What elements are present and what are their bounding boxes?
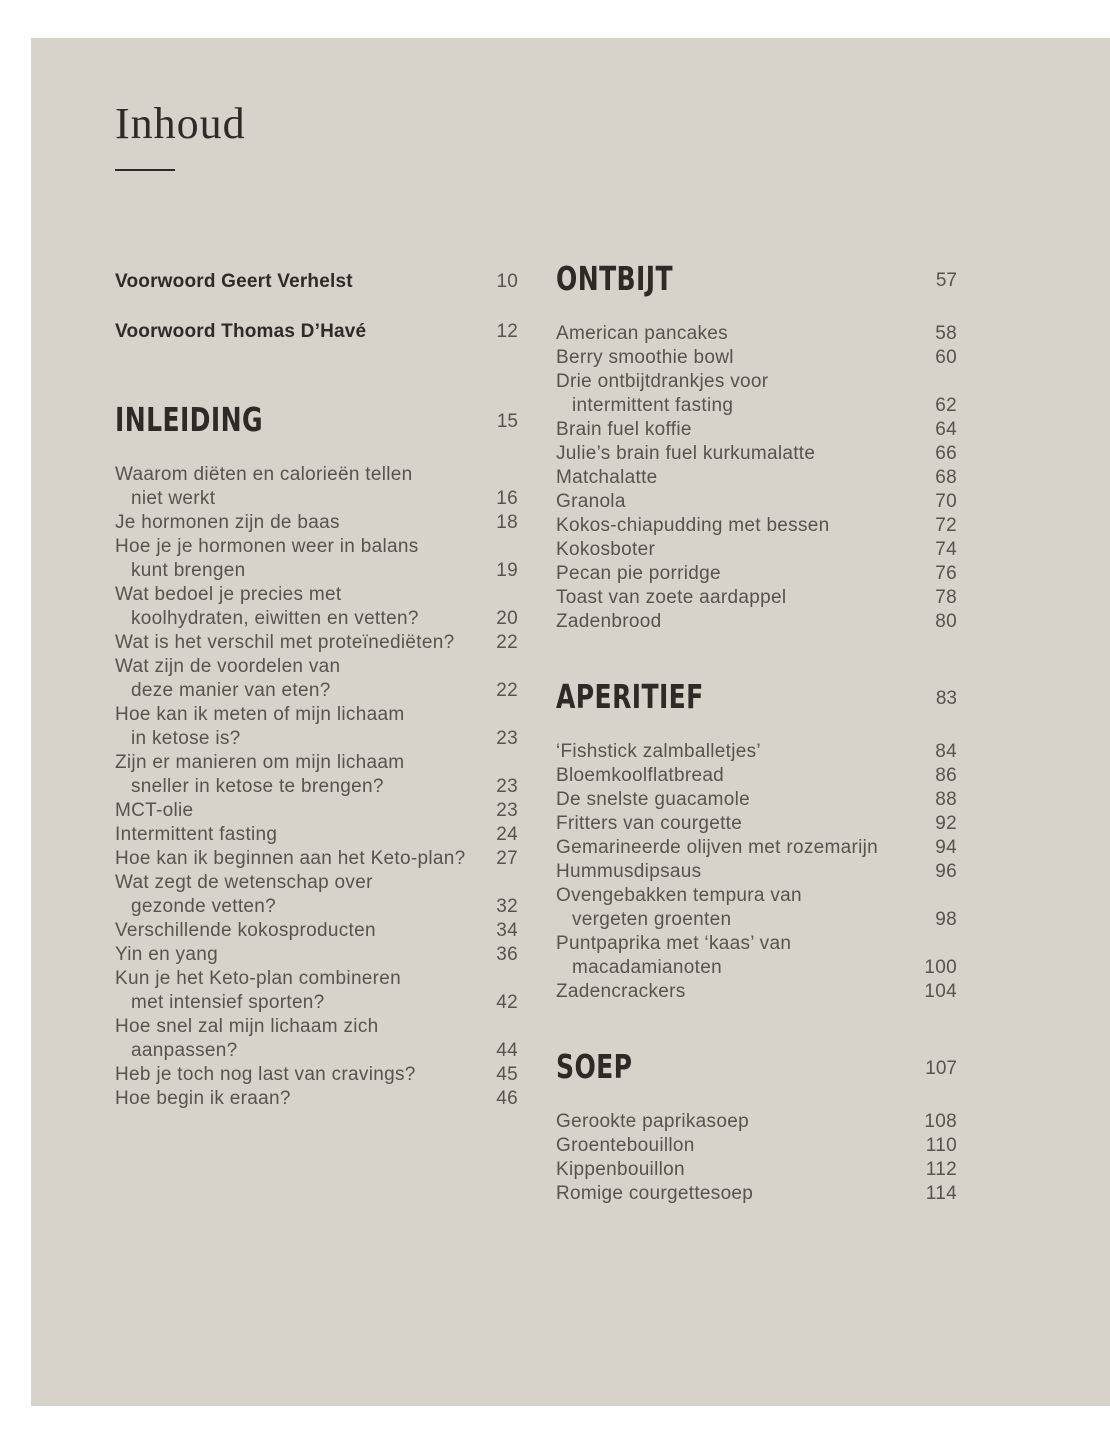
toc-entry-lines [115, 967, 486, 1015]
toc-entry-label: Bloemkoolflatbread [556, 765, 725, 786]
toc-entry-lines [115, 270, 486, 294]
toc-column-left [115, 270, 518, 1111]
toc-entry-label: Hoe je je hormonen weer in balans [115, 536, 419, 557]
toc-entry [115, 511, 518, 535]
section-heading: SOEP [556, 1047, 633, 1086]
toc-entry [115, 1015, 518, 1063]
toc-entry-page-number: 94 [935, 837, 957, 858]
section-heading-row [115, 400, 518, 439]
toc-entry [556, 466, 957, 490]
toc-entry-lines [556, 466, 925, 490]
toc-entry-lines [556, 442, 925, 466]
section-heading-row [556, 1047, 957, 1086]
toc-entry-lines [556, 1182, 916, 1206]
toc-entry [556, 812, 957, 836]
section-heading: INLEIDING [115, 400, 263, 439]
toc-entry-label: Hoe kan ik meten of mijn lichaam [115, 704, 405, 725]
toc-entry-page-number: 66 [935, 443, 957, 464]
section-page-number: 15 [496, 411, 518, 432]
toc-entry [556, 322, 957, 346]
title-underline [115, 169, 175, 171]
toc-entry-label: Gerookte paprikasoep [556, 1111, 749, 1132]
toc-entry-lines [115, 871, 486, 919]
toc-entry-label: macadamianoten [572, 957, 722, 978]
toc-entry-lines [556, 562, 925, 586]
book-page [31, 38, 1110, 1406]
toc-entry [115, 655, 518, 703]
toc-entry-lines [115, 320, 486, 344]
section-page-number: 83 [935, 688, 957, 709]
toc-entry-label: Je hormonen zijn de baas [115, 512, 340, 533]
section-page-number: 107 [925, 1058, 957, 1079]
toc-entry-label: Wat bedoel je precies met [115, 584, 342, 605]
toc-entry [115, 535, 518, 583]
toc-entry-label: Yin en yang [115, 944, 218, 965]
page-title: Inhoud [115, 99, 246, 148]
toc-entry-lines [115, 943, 486, 967]
toc-entry-page-number: 22 [496, 680, 518, 701]
toc-entry-lines [115, 823, 486, 847]
toc-entry-lines [556, 538, 925, 562]
toc-entry-page-number: 18 [496, 512, 518, 533]
toc-entry [115, 847, 518, 871]
toc-entry-lines [115, 1015, 486, 1063]
toc-entry-label: Puntpaprika met ‘kaas’ van [556, 933, 792, 954]
toc-entry-label: Fritters van courgette [556, 813, 743, 834]
toc-entry [115, 703, 518, 751]
toc-entry [115, 823, 518, 847]
toc-entry-page-number: 92 [935, 813, 957, 834]
toc-entry-lines [556, 1134, 916, 1158]
toc-entry-lines [556, 322, 925, 346]
toc-entry-page-number: 104 [924, 981, 957, 1002]
toc-entry-lines [556, 490, 925, 514]
toc-entry-lines [115, 583, 486, 631]
toc-entry-page-number: 68 [935, 467, 957, 488]
toc-entry-label: Wat zegt de wetenschap over [115, 872, 373, 893]
toc-entry [556, 884, 957, 932]
toc-entry-label: Romige courgettesoep [556, 1183, 754, 1204]
toc-entry [556, 1182, 957, 1206]
toc-entry [556, 860, 957, 884]
toc-entry-page-number: 78 [935, 587, 957, 608]
toc-entry-lines [556, 1158, 916, 1182]
toc-entry-page-number: 100 [924, 957, 957, 978]
toc-entry-label: deze manier van eten? [131, 680, 331, 701]
toc-section [556, 1047, 957, 1206]
toc-entry-label: Kokos-chiapudding met bessen [556, 515, 830, 536]
toc-entry-lines [115, 1087, 486, 1111]
toc-section [556, 677, 957, 1004]
toc-entry-lines [556, 514, 925, 538]
toc-entry-label: Hoe begin ik eraan? [115, 1088, 291, 1109]
toc-entry-page-number: 74 [935, 539, 957, 560]
section-heading: APERITIEF [556, 677, 704, 716]
toc-entry [115, 1063, 518, 1087]
toc-entry-label: Intermittent fasting [115, 824, 278, 845]
toc-entry-lines [556, 586, 925, 610]
toc-entry-page-number: 44 [496, 1040, 518, 1061]
toc-entry [556, 418, 957, 442]
toc-entry-label: Brain fuel koffie [556, 419, 692, 440]
toc-section [556, 259, 957, 634]
toc-entry-lines [556, 860, 925, 884]
toc-entry-label: Drie ontbijtdrankjes voor [556, 371, 769, 392]
toc-entry [556, 370, 957, 418]
toc-entry-page-number: 32 [496, 896, 518, 917]
toc-entry-page-number: 96 [935, 861, 957, 882]
toc-entry-label: Hoe kan ik beginnen aan het Keto-plan? [115, 848, 466, 869]
toc-entry-lines [556, 788, 925, 812]
toc-entry-label: Zadenbrood [556, 611, 662, 632]
toc-entry-label: De snelste guacamole [556, 789, 750, 810]
toc-entry-label: Heb je toch nog last van cravings? [115, 1064, 416, 1085]
toc-entry-label: Matchalatte [556, 467, 658, 488]
toc-entry-page-number: 58 [935, 323, 957, 344]
toc-entry-lines [556, 740, 925, 764]
toc-entry-lines [115, 919, 486, 943]
toc-entry [115, 943, 518, 967]
toc-entry [556, 442, 957, 466]
toc-entry-lines [556, 370, 925, 418]
toc-entry-page-number: 76 [935, 563, 957, 584]
toc-entry-page-number: 114 [925, 1183, 957, 1204]
toc-entry-page-number: 45 [496, 1064, 518, 1085]
toc-entry [556, 932, 957, 980]
toc-entry-lines [556, 346, 925, 370]
toc-entry [115, 919, 518, 943]
toc-entry-page-number: 108 [924, 1111, 957, 1132]
toc-entry-lines [115, 463, 486, 511]
toc-entry-label: sneller in ketose te brengen? [131, 776, 384, 797]
toc-entry-label: kunt brengen [131, 560, 246, 581]
toc-entry [115, 320, 518, 344]
toc-entry-label: Granola [556, 491, 626, 512]
toc-entry-lines [115, 511, 486, 535]
toc-entry-label: Hoe snel zal mijn lichaam zich [115, 1016, 379, 1037]
toc-entry-lines [115, 847, 486, 871]
toc-entry [115, 270, 518, 294]
toc-entry [556, 1110, 957, 1134]
toc-entry-label: Toast van zoete aardappel [556, 587, 787, 608]
toc-entry-label: Zadencrackers [556, 981, 686, 1002]
toc-entry-label: Kokosboter [556, 539, 656, 560]
section-heading: ONTBIJT [556, 259, 673, 298]
toc-entry-page-number: 23 [496, 776, 518, 797]
toc-entry-label: Zijn er manieren om mijn lichaam [115, 752, 405, 773]
toc-entry-page-number: 84 [935, 741, 957, 762]
toc-entry [556, 562, 957, 586]
toc-entry-page-number: 16 [496, 488, 518, 509]
toc-entry-lines [556, 812, 925, 836]
toc-entry [115, 871, 518, 919]
toc-entry-page-number: 62 [935, 395, 957, 416]
toc-entry-lines [556, 764, 925, 788]
toc-entry-page-number: 70 [935, 491, 957, 512]
toc-entry-lines [115, 655, 486, 703]
toc-entry-page-number: 22 [496, 632, 518, 653]
toc-entry-lines [556, 836, 925, 860]
toc-entry [115, 583, 518, 631]
toc-entry-page-number: 72 [935, 515, 957, 536]
toc-entry-lines [556, 418, 925, 442]
toc-entry-label: Verschillende kokosproducten [115, 920, 376, 941]
toc-entry-page-number: 36 [496, 944, 518, 965]
toc-entry-label: Wat zijn de voordelen van [115, 656, 341, 677]
toc-entry-lines [556, 610, 925, 634]
toc-entry [115, 631, 518, 655]
section-heading-row [556, 259, 957, 298]
toc-entry [115, 967, 518, 1015]
section-page-number: 57 [935, 270, 957, 291]
toc-entry [115, 1087, 518, 1111]
toc-entry-page-number: 64 [935, 419, 957, 440]
toc-entry-lines [115, 535, 486, 583]
toc-entry-page-number: 27 [496, 848, 518, 869]
toc-entry [556, 346, 957, 370]
toc-entry-label: Kippenbouillon [556, 1159, 685, 1180]
toc-entry [556, 514, 957, 538]
toc-entry-label: Groentebouillon [556, 1135, 695, 1156]
toc-entry-lines [115, 799, 486, 823]
toc-entry [115, 751, 518, 799]
toc-entry-lines [115, 631, 486, 655]
toc-entry-page-number: 42 [496, 992, 518, 1013]
toc-entry-lines [556, 932, 914, 980]
toc-entry-label: niet werkt [131, 488, 216, 509]
toc-entry-label: Berry smoothie bowl [556, 347, 734, 368]
toc-entry-page-number: 20 [496, 608, 518, 629]
toc-entry-lines [556, 1110, 914, 1134]
toc-entry-label: in ketose is? [131, 728, 241, 749]
toc-entry-label: vergeten groenten [572, 909, 732, 930]
toc-entry-label: Voorwoord Thomas D’Havé [115, 321, 367, 342]
toc-entry-page-number: 86 [935, 765, 957, 786]
toc-entry [556, 1134, 957, 1158]
toc-entry-label: Hummusdipsaus [556, 861, 702, 882]
toc-entry [556, 980, 957, 1004]
toc-entry [556, 788, 957, 812]
toc-entry [556, 1158, 957, 1182]
toc-entry-page-number: 23 [496, 728, 518, 749]
toc-entry [556, 586, 957, 610]
toc-entry-label: Gemarineerde olijven met rozemarijn [556, 837, 879, 858]
toc-entry-label: Pecan pie porridge [556, 563, 721, 584]
toc-entry [556, 490, 957, 514]
toc-entry-label: Julie’s brain fuel kurkumalatte [556, 443, 816, 464]
toc-entry-label: ‘Fishstick zalmballetjes’ [556, 741, 761, 762]
toc-entry-label: intermittent fasting [572, 395, 734, 416]
toc-entry [115, 799, 518, 823]
toc-entry [556, 764, 957, 788]
toc-entry-label: Voorwoord Geert Verhelst [115, 271, 353, 292]
toc-entry-label: Waarom diëten en calorieën tellen [115, 464, 413, 485]
toc-entry-page-number: 24 [496, 824, 518, 845]
toc-entry-lines [556, 980, 914, 1004]
toc-entry [556, 836, 957, 860]
toc-entry-page-number: 80 [935, 611, 957, 632]
toc-entry [556, 538, 957, 562]
toc-entry-page-number: 112 [925, 1159, 957, 1180]
toc-entry-label: MCT-olie [115, 800, 194, 821]
toc-entry-page-number: 110 [925, 1135, 957, 1156]
toc-entry-lines [115, 1063, 486, 1087]
toc-entry-page-number: 98 [935, 909, 957, 930]
toc-entry-page-number: 12 [496, 321, 518, 342]
toc-entry-label: American pancakes [556, 323, 728, 344]
toc-entry-page-number: 46 [496, 1088, 518, 1109]
toc-entry-lines [556, 884, 925, 932]
toc-entry [115, 463, 518, 511]
toc-entry-label: Kun je het Keto-plan combineren [115, 968, 402, 989]
toc-entry-page-number: 88 [935, 789, 957, 810]
toc-entry-page-number: 34 [496, 920, 518, 941]
toc-entry-page-number: 23 [496, 800, 518, 821]
toc-entry-label: koolhydraten, eiwitten en vetten? [131, 608, 419, 629]
toc-entry-label: met intensief sporten? [131, 992, 325, 1013]
toc-entry-label: Wat is het verschil met proteïnediëten? [115, 632, 455, 653]
toc-entry-lines [115, 703, 486, 751]
toc-entry-lines [115, 751, 486, 799]
section-heading-row [556, 677, 957, 716]
toc-section [115, 400, 518, 1111]
toc-entry-label: aanpassen? [131, 1040, 238, 1061]
toc-column-right [556, 259, 957, 1206]
toc-entry-label: Ovengebakken tempura van [556, 885, 802, 906]
toc-entry-page-number: 10 [496, 271, 518, 292]
toc-entry-page-number: 60 [935, 347, 957, 368]
toc-entry-label: gezonde vetten? [131, 896, 277, 917]
toc-entry [556, 740, 957, 764]
toc-entry [556, 610, 957, 634]
toc-entry-page-number: 19 [496, 560, 518, 581]
